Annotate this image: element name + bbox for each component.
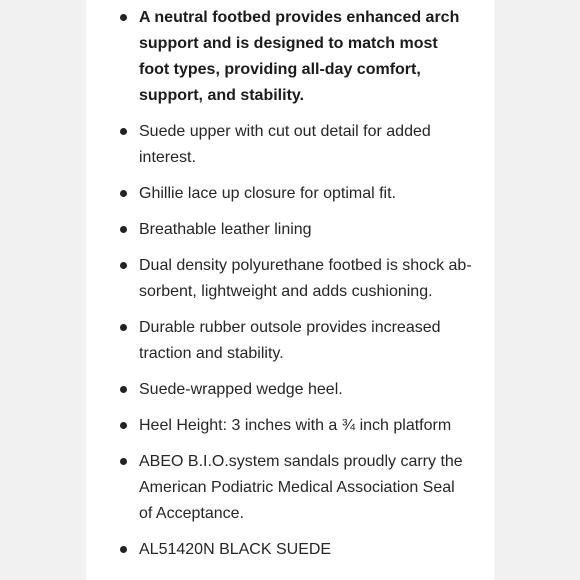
- bullet-icon: [120, 458, 127, 465]
- bullet-icon: [120, 128, 127, 135]
- feature-text: A neutral footbed provides enhanced arch support and is designed to match most foot types, providing all-day comfort, support, and stability.: [139, 9, 460, 104]
- feature-item-suede-upper: [118, 119, 472, 171]
- feature-item-wedge-heel: [118, 377, 472, 403]
- bullet-icon: [120, 226, 127, 233]
- feature-item-apma-seal: [118, 449, 472, 527]
- feature-item-heel-height: [118, 413, 472, 439]
- feature-item-outsole: [118, 315, 472, 367]
- feature-text: Suede upper with cut out detail for added interest.: [139, 123, 431, 166]
- feature-text: Breathable leather lining: [139, 221, 312, 238]
- bullet-icon: [120, 190, 127, 197]
- feature-text: Ghillie lace up closure for optimal fit.: [139, 185, 396, 202]
- bullet-icon: [120, 546, 127, 553]
- bullet-icon: [120, 324, 127, 331]
- feature-item-leather-lining: [118, 217, 472, 243]
- feature-item-lace-closure: [118, 181, 472, 207]
- feature-text: Heel Height: 3 inches with a ¾ inch platform: [139, 417, 452, 434]
- bullet-icon: [120, 262, 127, 269]
- feature-text: Dual density polyurethane footbed is shock ab-sorbent, lightweight and adds cushioning.: [139, 257, 472, 300]
- feature-text: Durable rubber outsole provides increased traction and stability.: [139, 319, 441, 362]
- feature-item-footbed: [118, 253, 472, 305]
- feature-item-style-code: [118, 537, 472, 563]
- feature-text: ABEO B.I.O.system sandals proudly carry the American Podiatric Medical Association Seal of Acceptance.: [139, 453, 463, 522]
- feature-item-arch-support: [118, 5, 472, 109]
- feature-text: Suede-wrapped wedge heel.: [139, 381, 343, 398]
- bullet-icon: [120, 14, 127, 21]
- product-description-panel: [86, 0, 494, 580]
- feature-text: AL51420N BLACK SUEDE: [139, 541, 332, 558]
- bullet-icon: [120, 386, 127, 393]
- bullet-icon: [120, 422, 127, 429]
- feature-list: [118, 5, 472, 573]
